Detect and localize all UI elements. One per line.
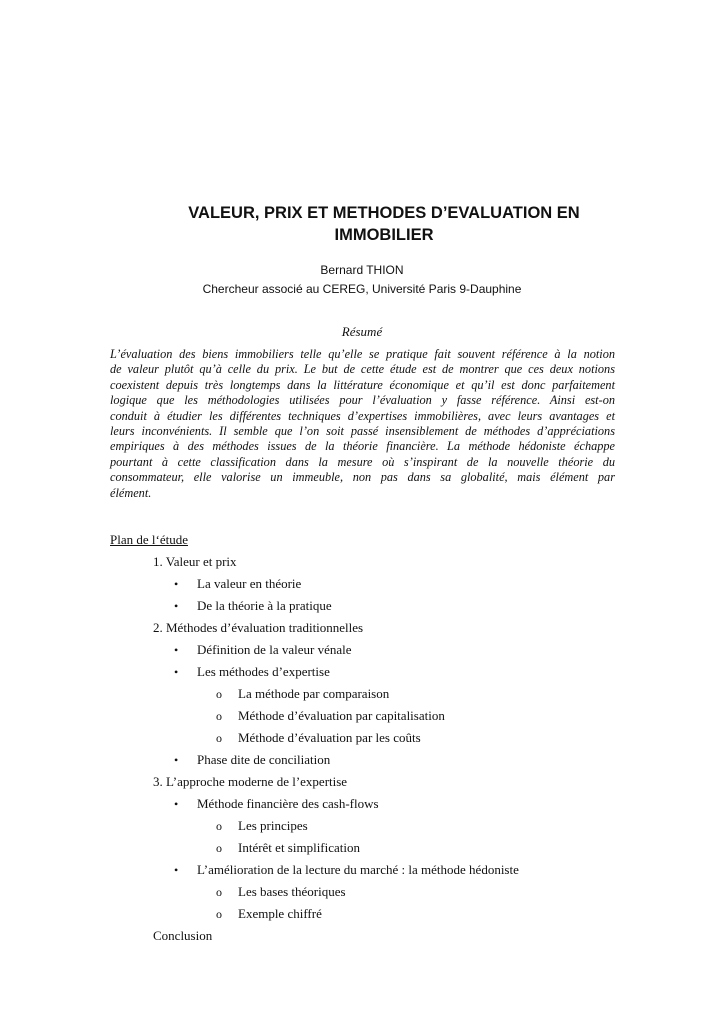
- plan-item-text: Les méthodes d’expertise: [197, 664, 330, 679]
- title-line-1: VALEUR, PRIX ET METHODES D’EVALUATION EN: [188, 204, 580, 222]
- plan-item-text: De la théorie à la pratique: [197, 598, 332, 613]
- plan-item-text: Méthode d’évaluation par capitalisation: [238, 708, 445, 723]
- plan-list: [110, 553, 630, 949]
- abstract-line: empiriques à des méthodes issues de la théorie financière. La méthode hédoniste échappe: [110, 439, 615, 454]
- study-plan: [110, 531, 630, 949]
- abstract-line: conduit à étudier les différentes techniques d’expertises immobilières, avec leurs avantages et: [110, 408, 615, 423]
- bullet-icon: •: [174, 863, 179, 877]
- plan-item-text: Conclusion: [153, 928, 213, 943]
- plan-item-text: La méthode par comparaison: [238, 686, 390, 701]
- plan-item-text: 1. Valeur et prix: [153, 554, 237, 569]
- bullet-icon: •: [174, 665, 179, 679]
- plan-item-level-2: [110, 751, 630, 773]
- plan-item-text: Intérêt et simplification: [238, 840, 361, 855]
- circle-bullet-icon: o: [216, 687, 222, 701]
- abstract-line: consommateur, elle valorise un immeuble, non pas dans sa globalité, mais élément par: [110, 470, 615, 485]
- plan-item-text: 2. Méthodes d’évaluation traditionnelles: [153, 620, 364, 635]
- plan-item-level-1: [110, 553, 630, 575]
- circle-bullet-icon: o: [216, 731, 222, 745]
- author-name: Bernard THION: [320, 263, 404, 277]
- plan-item-level-2: [110, 795, 630, 817]
- author-affiliation: Chercheur associé au CEREG, Université Paris 9-Dauphine: [202, 282, 522, 296]
- circle-bullet-icon: o: [216, 709, 222, 723]
- document-title: [150, 202, 618, 246]
- plan-item-text: Exemple chiffré: [238, 906, 322, 921]
- bullet-icon: •: [174, 643, 179, 657]
- circle-bullet-icon: o: [216, 841, 222, 855]
- abstract-text: [110, 347, 615, 501]
- plan-item-text: Méthode financière des cash-flows: [197, 796, 379, 811]
- abstract-line: de valeur plutôt qu’à celle du prix. Le but de cette étude est de montrer que ces deux notions: [110, 362, 615, 377]
- plan-item-level-2: [110, 861, 630, 883]
- plan-item-text: Définition de la valeur vénale: [197, 642, 352, 657]
- plan-item-text: 3. L’approche moderne de l’expertise: [153, 774, 348, 789]
- plan-item-level-1: [110, 773, 630, 795]
- plan-item-level-2: [110, 597, 630, 619]
- abstract-line: leurs inconvénients. Il semble que l’on soit passé insensiblement de méthodes d’appréciations: [110, 424, 615, 439]
- bullet-icon: •: [174, 577, 179, 591]
- plan-item-text: Les principes: [238, 818, 308, 833]
- title-line-2: IMMOBILIER: [334, 226, 434, 244]
- plan-item-text: L’amélioration de la lecture du marché : la méthode hédoniste: [197, 862, 519, 877]
- circle-bullet-icon: o: [216, 819, 222, 833]
- bullet-icon: •: [174, 797, 179, 811]
- plan-item-text: Phase dite de conciliation: [197, 752, 331, 767]
- abstract-line: élément.: [110, 485, 152, 500]
- abstract-line: L’évaluation des biens immobiliers telle qu’elle se pratique fait souvent référence à la notion: [110, 347, 615, 361]
- plan-item-level-3: [110, 817, 630, 839]
- plan-item-text: Les bases théoriques: [238, 884, 346, 899]
- bullet-icon: •: [174, 599, 179, 613]
- plan-item-level-3: [110, 905, 630, 927]
- plan-item-level-3: [110, 685, 630, 707]
- plan-item-level-2: [110, 663, 630, 685]
- circle-bullet-icon: o: [216, 907, 222, 921]
- plan-heading: Plan de l‘étude: [110, 532, 188, 547]
- circle-bullet-icon: o: [216, 885, 222, 899]
- abstract-line: logique que les méthodologies utilisées pour l’évaluation y fasse référence. Ainsi est-on: [110, 393, 615, 408]
- plan-item-level-3: [110, 883, 630, 905]
- plan-item-text: Méthode d’évaluation par les coûts: [238, 730, 421, 745]
- plan-item-level-3: [110, 707, 630, 729]
- plan-item-level-3: [110, 729, 630, 751]
- plan-item-level-1: [110, 619, 630, 641]
- abstract-line: coexistent depuis très longtemps dans la littérature économique et qu’il est donc parfaitement: [110, 377, 615, 392]
- plan-item-text: La valeur en théorie: [197, 576, 302, 591]
- bullet-icon: •: [174, 753, 179, 767]
- plan-item-level-2: [110, 641, 630, 663]
- plan-item-level-1: [110, 927, 630, 949]
- abstract-heading: Résumé: [341, 324, 383, 339]
- abstract-line: pourtant à cette classification dans la mesure où s’inspirant de la nouvelle théorie du: [110, 454, 615, 469]
- plan-item-level-2: [110, 575, 630, 597]
- plan-item-level-3: [110, 839, 630, 861]
